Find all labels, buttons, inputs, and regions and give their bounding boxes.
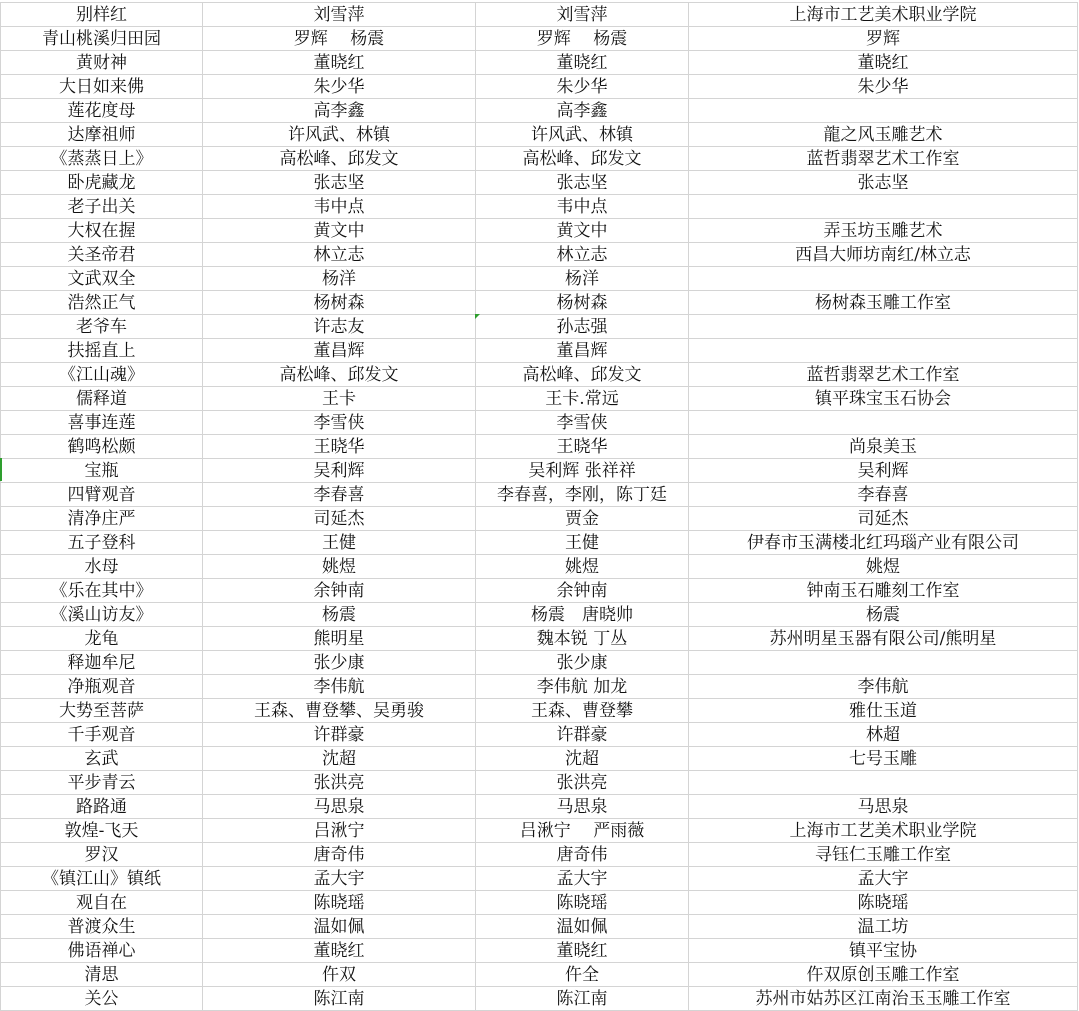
author-cell[interactable]: 余钟南	[203, 579, 476, 603]
table-row	[1, 795, 1078, 819]
producer-cell[interactable]: 黄文中	[476, 219, 689, 243]
organization-cell[interactable]: 伊春市玉满楼北红玛瑙产业有限公司	[689, 531, 1078, 555]
work-title-cell[interactable]: 关圣帝君	[1, 243, 203, 267]
work-title-cell[interactable]: 老子出关	[1, 195, 203, 219]
table-row	[1, 723, 1078, 747]
author-cell[interactable]: 李春喜	[203, 483, 476, 507]
work-title-cell[interactable]: 《镇江山》镇纸	[1, 867, 203, 891]
author-cell[interactable]: 董晓红	[203, 51, 476, 75]
producer-cell[interactable]: 高松峰、邱发文	[476, 363, 689, 387]
table-row	[1, 507, 1078, 531]
work-title-cell[interactable]: 四臂观音	[1, 483, 203, 507]
organization-cell[interactable]: 吴利辉	[689, 459, 1078, 483]
author-cell[interactable]: 高松峰、邱发文	[203, 147, 476, 171]
author-cell[interactable]: 董晓红	[203, 939, 476, 963]
author-cell[interactable]: 高李鑫	[203, 99, 476, 123]
producer-cell[interactable]: 王森、曹登攀	[476, 699, 689, 723]
organization-cell[interactable]: 姚煜	[689, 555, 1078, 579]
author-cell[interactable]: 李伟航	[203, 675, 476, 699]
table-row	[1, 531, 1078, 555]
work-title-cell[interactable]: 《溪山访友》	[1, 603, 203, 627]
organization-cell[interactable]: 朱少华	[689, 75, 1078, 99]
author-cell[interactable]: 王晓华	[203, 435, 476, 459]
producer-cell[interactable]: 王健	[476, 531, 689, 555]
author-cell[interactable]: 韦中点	[203, 195, 476, 219]
author-cell[interactable]: 陈晓瑶	[203, 891, 476, 915]
organization-cell[interactable]: 罗辉	[689, 27, 1078, 51]
producer-cell[interactable]: 罗辉 杨震	[476, 27, 689, 51]
table-row	[1, 123, 1078, 147]
producer-cell[interactable]: 孟大宇	[476, 867, 689, 891]
table-row	[1, 627, 1078, 651]
organization-cell[interactable]: 上海市工艺美术职业学院	[689, 3, 1078, 27]
organization-cell[interactable]: 司延杰	[689, 507, 1078, 531]
table-row	[1, 267, 1078, 291]
producer-cell[interactable]: 沈超	[476, 747, 689, 771]
organization-cell[interactable]: 杨树森玉雕工作室	[689, 291, 1078, 315]
producer-cell[interactable]: 高李鑫	[476, 99, 689, 123]
organization-cell[interactable]: 陈晓瑶	[689, 891, 1078, 915]
work-title-cell[interactable]: 青山桃溪归田园	[1, 27, 203, 51]
work-title-cell[interactable]: 扶摇直上	[1, 339, 203, 363]
table-row	[1, 555, 1078, 579]
producer-cell[interactable]: 张少康	[476, 651, 689, 675]
author-cell[interactable]: 吴利辉	[203, 459, 476, 483]
author-cell[interactable]: 吕湫宁	[203, 819, 476, 843]
author-cell[interactable]: 唐奇伟	[203, 843, 476, 867]
table-row	[1, 987, 1078, 1011]
producer-cell[interactable]: 张洪亮	[476, 771, 689, 795]
producer-cell[interactable]: 杨震 唐晓帅	[476, 603, 689, 627]
author-cell[interactable]: 黄文中	[203, 219, 476, 243]
producer-cell[interactable]: 吴利辉 张祥祥	[476, 459, 689, 483]
table-row	[1, 243, 1078, 267]
work-title-cell[interactable]: 普渡众生	[1, 915, 203, 939]
work-title-cell[interactable]: 莲花度母	[1, 99, 203, 123]
table-row	[1, 315, 1078, 339]
organization-cell[interactable]: 马思泉	[689, 795, 1078, 819]
author-cell[interactable]: 许群豪	[203, 723, 476, 747]
work-title-cell[interactable]: 千手观音	[1, 723, 203, 747]
author-cell[interactable]: 姚煜	[203, 555, 476, 579]
organization-cell[interactable]: 龍之风玉雕艺术	[689, 123, 1078, 147]
table-row	[1, 219, 1078, 243]
work-title-cell[interactable]: 别样红	[1, 3, 203, 27]
table-row	[1, 819, 1078, 843]
table-row	[1, 27, 1078, 51]
producer-cell[interactable]: 王卡.常远	[476, 387, 689, 411]
author-cell[interactable]: 高松峰、邱发文	[203, 363, 476, 387]
organization-cell[interactable]: 林超	[689, 723, 1078, 747]
organization-cell[interactable]	[689, 315, 1078, 339]
producer-cell[interactable]: 许风武、林镇	[476, 123, 689, 147]
producer-cell[interactable]: 韦中点	[476, 195, 689, 219]
author-cell[interactable]: 马思泉	[203, 795, 476, 819]
table-row	[1, 915, 1078, 939]
work-title-cell[interactable]: 达摩祖师	[1, 123, 203, 147]
producer-cell[interactable]: 陈晓瑶	[476, 891, 689, 915]
author-cell[interactable]: 张志坚	[203, 171, 476, 195]
organization-cell[interactable]	[689, 651, 1078, 675]
producer-cell[interactable]: 朱少华	[476, 75, 689, 99]
work-title-cell[interactable]: 龙龟	[1, 627, 203, 651]
organization-cell[interactable]	[689, 411, 1078, 435]
work-title-cell[interactable]: 净瓶观音	[1, 675, 203, 699]
comment-indicator	[475, 314, 480, 319]
table-row	[1, 747, 1078, 771]
table-row	[1, 867, 1078, 891]
organization-cell[interactable]: 苏州明星玉器有限公司/熊明星	[689, 627, 1078, 651]
work-title-cell[interactable]: 玄武	[1, 747, 203, 771]
author-cell[interactable]: 司延杰	[203, 507, 476, 531]
work-title-cell[interactable]: 路路通	[1, 795, 203, 819]
author-cell[interactable]: 王卡	[203, 387, 476, 411]
author-cell[interactable]: 沈超	[203, 747, 476, 771]
organization-cell[interactable]: 蓝哲翡翠艺术工作室	[689, 147, 1078, 171]
producer-cell[interactable]: 陈江南	[476, 987, 689, 1011]
organization-cell[interactable]: 张志坚	[689, 171, 1078, 195]
producer-cell[interactable]: 杨洋	[476, 267, 689, 291]
organization-cell[interactable]: 钟南玉石雕刻工作室	[689, 579, 1078, 603]
producer-cell[interactable]: 吕湫宁 严雨薇	[476, 819, 689, 843]
organization-cell[interactable]	[689, 267, 1078, 291]
work-title-cell[interactable]: 清思	[1, 963, 203, 987]
grid-body	[1, 3, 1078, 1011]
organization-cell[interactable]: 镇平宝协	[689, 939, 1078, 963]
producer-cell[interactable]: 贾金	[476, 507, 689, 531]
work-title-cell[interactable]: 佛语禅心	[1, 939, 203, 963]
producer-cell[interactable]: 王晓华	[476, 435, 689, 459]
organization-cell[interactable]: 西昌大师坊南红/林立志	[689, 243, 1078, 267]
producer-cell[interactable]: 董晓红	[476, 939, 689, 963]
organization-cell[interactable]	[689, 339, 1078, 363]
author-cell[interactable]: 陈江南	[203, 987, 476, 1011]
table-row	[1, 891, 1078, 915]
producer-cell[interactable]: 马思泉	[476, 795, 689, 819]
author-cell[interactable]: 许志友	[203, 315, 476, 339]
organization-cell[interactable]	[689, 195, 1078, 219]
producer-cell[interactable]: 李伟航 加龙	[476, 675, 689, 699]
author-cell[interactable]: 仵双	[203, 963, 476, 987]
organization-cell[interactable]: 镇平珠宝玉石协会	[689, 387, 1078, 411]
producer-cell[interactable]: 仵全	[476, 963, 689, 987]
organization-cell[interactable]: 温工坊	[689, 915, 1078, 939]
work-title-cell[interactable]: 《乐在其中》	[1, 579, 203, 603]
table-row	[1, 387, 1078, 411]
producer-cell[interactable]: 魏本锐 丁丛	[476, 627, 689, 651]
producer-cell[interactable]: 林立志	[476, 243, 689, 267]
producer-cell[interactable]: 孙志强	[476, 315, 689, 339]
table-row	[1, 147, 1078, 171]
organization-cell[interactable]: 董晓红	[689, 51, 1078, 75]
table-row	[1, 435, 1078, 459]
organization-cell[interactable]: 七号玉雕	[689, 747, 1078, 771]
table-row	[1, 51, 1078, 75]
author-cell[interactable]: 李雪侠	[203, 411, 476, 435]
author-cell[interactable]: 林立志	[203, 243, 476, 267]
table-row	[1, 75, 1078, 99]
table-row	[1, 3, 1078, 27]
table-row	[1, 339, 1078, 363]
organization-cell[interactable]: 李伟航	[689, 675, 1078, 699]
table-row	[1, 963, 1078, 987]
work-title-cell[interactable]: 宝瓶	[1, 459, 203, 483]
work-title-cell[interactable]: 释迦牟尼	[1, 651, 203, 675]
table-row	[1, 843, 1078, 867]
producer-cell[interactable]: 温如佩	[476, 915, 689, 939]
organization-cell[interactable]: 弄玉坊玉雕艺术	[689, 219, 1078, 243]
author-cell[interactable]: 董昌辉	[203, 339, 476, 363]
work-title-cell[interactable]: 关公	[1, 987, 203, 1011]
producer-cell[interactable]: 姚煜	[476, 555, 689, 579]
author-cell[interactable]: 杨洋	[203, 267, 476, 291]
table-row	[1, 411, 1078, 435]
table-row	[1, 483, 1078, 507]
work-title-cell[interactable]: 罗汉	[1, 843, 203, 867]
table-row	[1, 171, 1078, 195]
organization-cell[interactable]: 蓝哲翡翠艺术工作室	[689, 363, 1078, 387]
table-row	[1, 939, 1078, 963]
producer-cell[interactable]: 张志坚	[476, 171, 689, 195]
work-title-cell[interactable]: 《江山魂》	[1, 363, 203, 387]
table-row	[1, 771, 1078, 795]
author-cell[interactable]: 杨树森	[203, 291, 476, 315]
table-row	[1, 291, 1078, 315]
producer-cell[interactable]: 许群豪	[476, 723, 689, 747]
organization-cell[interactable]: 雅仕玉道	[689, 699, 1078, 723]
organization-cell[interactable]: 杨震	[689, 603, 1078, 627]
author-cell[interactable]: 温如佩	[203, 915, 476, 939]
author-cell[interactable]: 刘雪萍	[203, 3, 476, 27]
table-row	[1, 195, 1078, 219]
producer-cell[interactable]: 董晓红	[476, 51, 689, 75]
author-cell[interactable]: 王健	[203, 531, 476, 555]
table-row	[1, 651, 1078, 675]
producer-cell[interactable]: 杨树森	[476, 291, 689, 315]
table-row	[1, 699, 1078, 723]
producer-cell[interactable]: 刘雪萍	[476, 3, 689, 27]
organization-cell[interactable]: 李春喜	[689, 483, 1078, 507]
organization-cell[interactable]	[689, 99, 1078, 123]
row-selection-marker	[0, 458, 2, 481]
author-cell[interactable]: 王森、曹登攀、吴勇骏	[203, 699, 476, 723]
author-cell[interactable]: 杨震	[203, 603, 476, 627]
author-cell[interactable]: 张少康	[203, 651, 476, 675]
work-title-cell[interactable]: 大权在握	[1, 219, 203, 243]
work-title-cell[interactable]: 清净庄严	[1, 507, 203, 531]
author-cell[interactable]: 张洪亮	[203, 771, 476, 795]
producer-cell[interactable]: 董昌辉	[476, 339, 689, 363]
producer-cell[interactable]: 高松峰、邱发文	[476, 147, 689, 171]
organization-cell[interactable]: 尚泉美玉	[689, 435, 1078, 459]
work-title-cell[interactable]: 敦煌-飞天	[1, 819, 203, 843]
producer-cell[interactable]: 李春喜，李刚，陈丁廷	[476, 483, 689, 507]
work-title-cell[interactable]: 平步青云	[1, 771, 203, 795]
work-title-cell[interactable]: 大势至菩萨	[1, 699, 203, 723]
author-cell[interactable]: 许风武、林镇	[203, 123, 476, 147]
organization-cell[interactable]: 孟大宇	[689, 867, 1078, 891]
work-title-cell[interactable]: 水母	[1, 555, 203, 579]
author-cell[interactable]: 朱少华	[203, 75, 476, 99]
table-row	[1, 99, 1078, 123]
work-title-cell[interactable]: 卧虎藏龙	[1, 171, 203, 195]
author-cell[interactable]: 罗辉 杨震	[203, 27, 476, 51]
producer-cell[interactable]: 李雪侠	[476, 411, 689, 435]
work-title-cell[interactable]: 儒释道	[1, 387, 203, 411]
organization-cell[interactable]: 仵双原创玉雕工作室	[689, 963, 1078, 987]
work-title-cell[interactable]: 《蒸蒸日上》	[1, 147, 203, 171]
work-title-cell[interactable]: 黄财神	[1, 51, 203, 75]
organization-cell[interactable]: 苏州市姑苏区江南治玉玉雕工作室	[689, 987, 1078, 1011]
work-title-cell[interactable]: 文武双全	[1, 267, 203, 291]
producer-cell[interactable]: 唐奇伟	[476, 843, 689, 867]
table-row	[1, 363, 1078, 387]
work-title-cell[interactable]: 大日如来佛	[1, 75, 203, 99]
table-row	[1, 675, 1078, 699]
work-title-cell[interactable]: 老爷车	[1, 315, 203, 339]
author-cell[interactable]: 孟大宇	[203, 867, 476, 891]
table-row	[1, 603, 1078, 627]
author-cell[interactable]: 熊明星	[203, 627, 476, 651]
work-title-cell[interactable]: 浩然正气	[1, 291, 203, 315]
organization-cell[interactable]	[689, 771, 1078, 795]
work-title-cell[interactable]: 五子登科	[1, 531, 203, 555]
organization-cell[interactable]: 寻钰仁玉雕工作室	[689, 843, 1078, 867]
work-title-cell[interactable]: 喜事连莲	[1, 411, 203, 435]
table-row	[1, 579, 1078, 603]
work-title-cell[interactable]: 鹤鸣松颇	[1, 435, 203, 459]
table-row	[1, 459, 1078, 483]
work-title-cell[interactable]: 观自在	[1, 891, 203, 915]
producer-cell[interactable]: 余钟南	[476, 579, 689, 603]
spreadsheet-grid	[0, 2, 1078, 1011]
organization-cell[interactable]: 上海市工艺美术职业学院	[689, 819, 1078, 843]
